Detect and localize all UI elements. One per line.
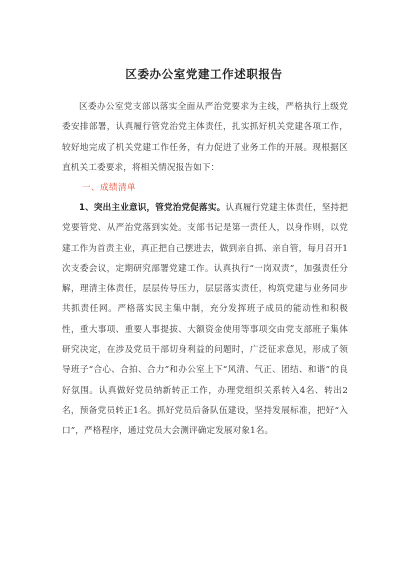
intro-paragraph: 区委办公室党支部以落实全面从严治党要求为主线，严格执行上级党委安排部署，认真履行管党治党主体责任，扎实抓好机关党建各项工作，较好地完成了机关党建工作任务，有力促进了业务工作的开展。现根据区直机关工委要求，将相关情况报告如下：	[62, 102, 348, 173]
document-title: 区委办公室党建工作述职报告	[125, 67, 283, 81]
section-heading-achievements: 一、成绩清单	[82, 183, 136, 193]
item-1-lead: 1、突出主业意识，管党治党促落实。	[79, 203, 226, 213]
item-1-body: 认真履行党建主体责任，坚持把党要管党、从严治党落到实处。支部书记是第一责任人，以身作则，以党建工作为首责主业，真正把自己摆进去，做到亲自抓、亲自管，每月召开1次支委会议，定期研究部署党建工作。认真执行“一岗双责”，加强责任分解，理清主体责任，层层传导压力，层层落实责任，构筑党建与业务同步共抓责任网。严格落实民主集中制，充分发挥班子成员的能动性和积极性，重大事项、重要人事提拔、大额资金使用等事项交由党支部班子集体研究决定，在涉及党员干部切身利益的问题时，广泛征求意见，形成了领导班子“合心、合拍、合力”和办公室上下“风清、气正、团结、和谐”的良好氛围。认真做好党员纳新转正工作，办理党组织关系转入4名、转出2名，预备党员转正1名。抓好党员后备队伍建设，坚持发展标准，把好“入口”，严格程序，通过党员大会测评确定发展对象1名。	[62, 203, 348, 437]
item-1-paragraph	[62, 198, 348, 442]
